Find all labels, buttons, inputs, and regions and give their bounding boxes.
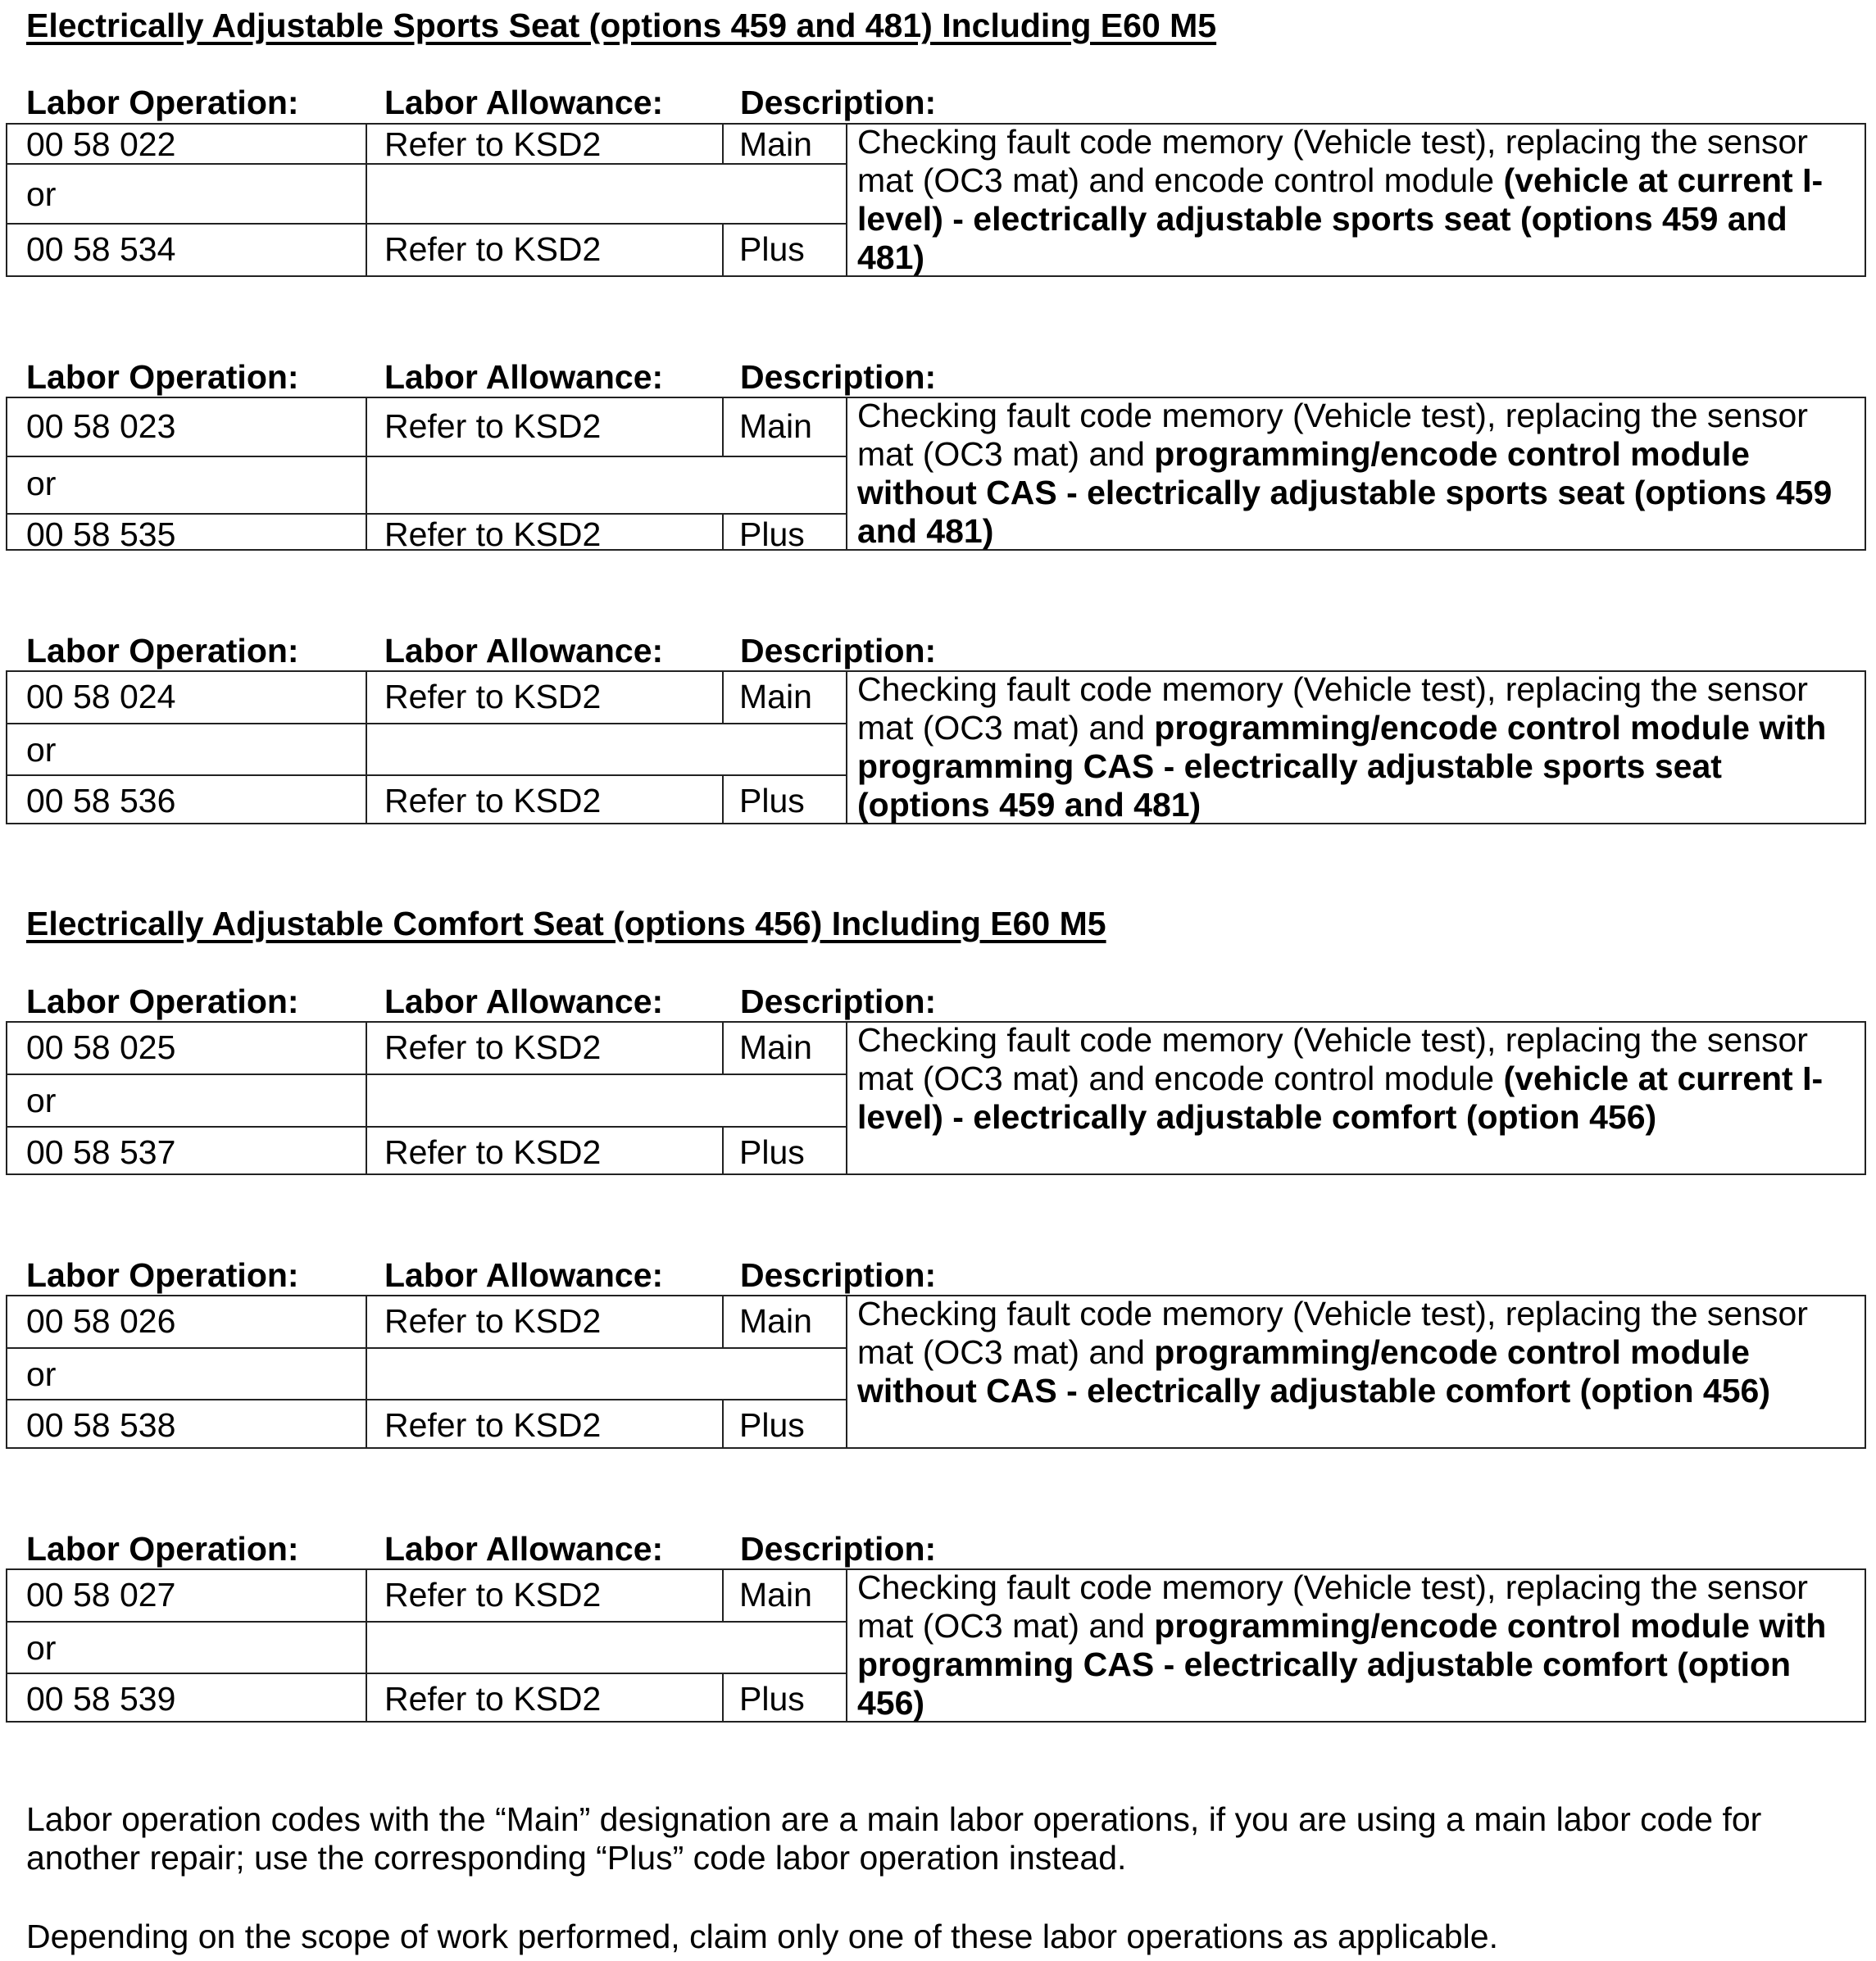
main-type: Main: [739, 125, 812, 163]
description: [857, 1021, 1853, 1137]
plus-allowance: Refer to KSD2: [384, 782, 602, 819]
main-allowance: Refer to KSD2: [384, 125, 602, 163]
header-labor-allowance: Labor Allowance:: [384, 1256, 664, 1294]
plus-type: Plus: [739, 230, 805, 268]
description-text: Checking fault code memory (Vehicle test), replacing the sensor mat (OC3 mat) and: [857, 397, 1808, 473]
or-label: or: [26, 1355, 57, 1393]
main-code: 00 58 022: [26, 125, 176, 163]
or-label: or: [26, 175, 57, 213]
main-type: Main: [739, 407, 812, 445]
header-labor-operation: Labor Operation:: [26, 1530, 299, 1568]
main-code: 00 58 027: [26, 1576, 176, 1614]
header-labor-allowance: Labor Allowance:: [384, 632, 664, 670]
main-type: Main: [739, 1302, 812, 1340]
plus-type: Plus: [739, 1680, 805, 1718]
plus-code: 00 58 538: [26, 1406, 176, 1444]
description: [857, 1568, 1853, 1723]
header-description: Description:: [740, 1256, 937, 1294]
description-bold: (vehicle at current I-level) - electrically adjustable comfort (option 456): [857, 1060, 1824, 1136]
main-code: 00 58 026: [26, 1302, 176, 1340]
description-text: Checking fault code memory (Vehicle test), replacing the sensor mat (OC3 mat) and encode control module: [857, 1021, 1808, 1097]
header-description: Description:: [740, 84, 937, 121]
section-title-sports-seat: Electrically Adjustable Sports Seat (options 459 and 481) Including E60 M5: [26, 7, 1217, 44]
main-allowance: Refer to KSD2: [384, 1302, 602, 1340]
plus-type: Plus: [739, 1133, 805, 1171]
main-code: 00 58 023: [26, 407, 176, 445]
plus-code: 00 58 534: [26, 230, 176, 268]
plus-code: 00 58 536: [26, 782, 176, 819]
description-bold: (vehicle at current I-level) - electrically adjustable sports seat (options 459 and 481): [857, 161, 1824, 276]
main-allowance: Refer to KSD2: [384, 1028, 602, 1066]
main-type: Main: [739, 1028, 812, 1066]
header-description: Description:: [740, 983, 937, 1020]
plus-type: Plus: [739, 515, 805, 553]
plus-code: 00 58 535: [26, 515, 176, 553]
section-title-comfort-seat: Electrically Adjustable Comfort Seat (options 456) Including E60 M5: [26, 905, 1106, 942]
main-allowance: Refer to KSD2: [384, 407, 602, 445]
header-labor-allowance: Labor Allowance:: [384, 1530, 664, 1568]
header-description: Description:: [740, 1530, 937, 1568]
description-bold: programming/encode control module with programming CAS - electrically adjustable comfort (option 456): [857, 1607, 1827, 1722]
header-labor-allowance: Labor Allowance:: [384, 983, 664, 1020]
main-allowance: Refer to KSD2: [384, 1576, 602, 1614]
plus-allowance: Refer to KSD2: [384, 230, 602, 268]
main-code: 00 58 024: [26, 678, 176, 715]
description-text: Checking fault code memory (Vehicle test), replacing the sensor mat (OC3 mat) and: [857, 1568, 1808, 1645]
plus-allowance: Refer to KSD2: [384, 515, 602, 553]
description-bold: programming/encode control module without CAS - electrically adjustable comfort (option 456): [857, 1333, 1770, 1409]
header-description: Description:: [740, 358, 937, 396]
description-text: Checking fault code memory (Vehicle test), replacing the sensor mat (OC3 mat) and: [857, 1295, 1808, 1371]
description-bold: programming/encode control module with programming CAS - electrically adjustable sports seat (options 459 and 481): [857, 709, 1827, 824]
header-labor-allowance: Labor Allowance:: [384, 84, 664, 121]
plus-type: Plus: [739, 1406, 805, 1444]
description: [857, 1295, 1853, 1410]
plus-code: 00 58 539: [26, 1680, 176, 1718]
header-labor-operation: Labor Operation:: [26, 632, 299, 670]
or-label: or: [26, 1082, 57, 1119]
header-labor-operation: Labor Operation:: [26, 983, 299, 1020]
description-text: Checking fault code memory (Vehicle test), replacing the sensor mat (OC3 mat) and: [857, 670, 1808, 747]
main-type: Main: [739, 678, 812, 715]
or-label: or: [26, 1629, 57, 1667]
plus-code: 00 58 537: [26, 1133, 176, 1171]
plus-allowance: Refer to KSD2: [384, 1133, 602, 1171]
description: [857, 123, 1853, 277]
plus-allowance: Refer to KSD2: [384, 1680, 602, 1718]
description-text: Checking fault code memory (Vehicle test), replacing the sensor mat (OC3 mat) and encode control module: [857, 123, 1808, 199]
description: [857, 670, 1853, 824]
or-label: or: [26, 731, 57, 769]
or-label: or: [26, 465, 57, 502]
description-bold: programming/encode control module without CAS - electrically adjustable sports seat (options 459 and 481): [857, 435, 1833, 550]
description: [857, 397, 1853, 551]
header-description: Description:: [740, 632, 937, 670]
main-type: Main: [739, 1576, 812, 1614]
header-labor-operation: Labor Operation:: [26, 358, 299, 396]
note-scope: Depending on the scope of work performed, claim only one of these labor operations as applicable.: [26, 1918, 1498, 1955]
header-labor-operation: Labor Operation:: [26, 1256, 299, 1294]
plus-allowance: Refer to KSD2: [384, 1406, 602, 1444]
header-labor-allowance: Labor Allowance:: [384, 358, 664, 396]
main-allowance: Refer to KSD2: [384, 678, 602, 715]
note-main-plus: Labor operation codes with the “Main” designation are a main labor operations, if you are using a main labor code for another repair; use the corresponding “Plus” code labor operation instead.: [26, 1800, 1762, 1877]
main-code: 00 58 025: [26, 1028, 176, 1066]
header-labor-operation: Labor Operation:: [26, 84, 299, 121]
plus-type: Plus: [739, 782, 805, 819]
